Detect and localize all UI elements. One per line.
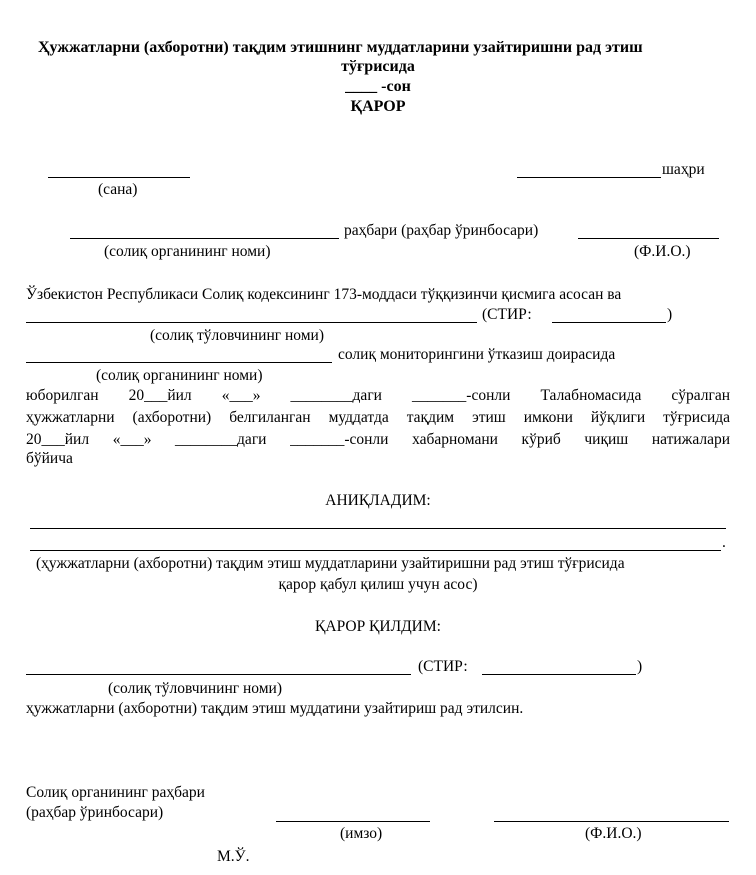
word: ________даги xyxy=(290,387,382,404)
word: чиқиш xyxy=(584,431,629,448)
established-period: . xyxy=(722,534,726,551)
decision-stir-blank-line xyxy=(482,674,636,675)
signer-role-line1: Солиқ органининг раҳбари xyxy=(26,784,205,801)
document-title-line2: тўғрисида xyxy=(341,58,415,75)
word: тўғрисида xyxy=(663,409,731,426)
decision-heading: ҚАРОР ҚИЛДИМ: xyxy=(315,618,441,635)
signer-role-line2: (раҳбар ўринбосари) xyxy=(26,804,164,821)
city-blank-line xyxy=(517,177,661,178)
signer-fio-blank-line xyxy=(494,821,729,822)
decision-title: ҚАРОР xyxy=(350,98,406,115)
word: йўқлиги xyxy=(590,409,646,426)
document-title-line1: Ҳужжатларни (ахборотни) тақдим этишнинг муддатларини узайтиришни рад этиш xyxy=(38,39,643,56)
word: натижалари xyxy=(651,431,731,448)
word: (ахборотни) xyxy=(132,409,212,426)
established-caption-line1: (ҳужжатларни (ахборотни) тақдим этиш муддатларини узайтиришни рад этиш тўғрисида xyxy=(36,555,625,572)
stir-close-paren: ) xyxy=(667,306,673,323)
word: ҳужжатларни xyxy=(26,409,115,426)
word: ________даги xyxy=(175,431,267,448)
word: 20___йил xyxy=(26,431,90,448)
stir-label: (СТИР: xyxy=(482,306,532,323)
head-position-text: раҳбари (раҳбар ўринбосари) xyxy=(344,222,539,239)
taxpayer-name-blank-line xyxy=(26,322,477,323)
body-line-code-reference: Ўзбекистон Республикаси Солиқ кодексининг 173-моддаси тўққизинчи қисмига асосан ва xyxy=(26,286,622,303)
word: _______-сонли xyxy=(412,387,511,404)
body-justified-line2 xyxy=(26,410,730,426)
stir-blank-line xyxy=(552,322,666,323)
taxpayer-name-caption: (солиқ тўловчининг номи) xyxy=(150,327,324,344)
body-justified-line1 xyxy=(26,388,730,404)
word: кўриб xyxy=(521,431,561,448)
body-last-line: бўйича xyxy=(26,450,73,467)
org-name-blank-line xyxy=(70,238,339,239)
established-heading: АНИҚЛАДИМ: xyxy=(325,492,431,509)
word: тақдим xyxy=(406,409,455,426)
established-caption-line2: қарор қабул қилиш учун асос) xyxy=(278,576,478,593)
word: 20___йил xyxy=(128,387,192,404)
word: муддатда xyxy=(328,409,389,426)
word: «___» xyxy=(221,387,261,404)
established-blank-line1 xyxy=(30,528,726,529)
monitoring-org-caption: (солиқ органининг номи) xyxy=(96,367,263,384)
decision-taxpayer-caption: (солиқ тўловчининг номи) xyxy=(108,680,282,697)
stamp-place: М.Ў. xyxy=(217,848,250,865)
signer-fio-caption: (Ф.И.О.) xyxy=(585,825,642,842)
org-name-caption: (солиқ органининг номи) xyxy=(104,243,271,260)
decision-taxpayer-blank-line xyxy=(26,674,411,675)
signature-caption: (имзо) xyxy=(340,825,383,842)
word: Талабномасида xyxy=(540,387,642,404)
word: имкони xyxy=(523,409,573,426)
signature-blank-line xyxy=(276,821,430,822)
city-suffix: шаҳри xyxy=(662,161,705,178)
monitoring-org-blank-line xyxy=(26,362,332,363)
date-caption: (сана) xyxy=(98,181,138,198)
word: хабарномани xyxy=(412,431,498,448)
decision-text: ҳужжатларни (ахборотни) тақдим этиш муддатини узайтириш рад этилсин. xyxy=(26,700,524,717)
word: юборилган xyxy=(26,387,99,404)
body-justified-line3 xyxy=(26,432,730,448)
monitoring-text: солиқ мониторингини ўтказиш доирасида xyxy=(338,346,616,363)
date-blank-line xyxy=(48,177,190,178)
word: белгиланган xyxy=(229,409,311,426)
word: сўралган xyxy=(671,387,731,404)
word: «___» xyxy=(112,431,152,448)
head-fio-caption: (Ф.И.О.) xyxy=(634,243,691,260)
document-number: ____ -сон xyxy=(345,78,411,95)
decision-stir-close-paren: ) xyxy=(637,658,643,675)
head-fio-blank-line xyxy=(578,238,719,239)
word: _______-сонли xyxy=(290,431,389,448)
decision-stir-label: (СТИР: xyxy=(418,658,468,675)
word: этиш xyxy=(472,409,506,426)
established-blank-line2 xyxy=(30,550,721,551)
